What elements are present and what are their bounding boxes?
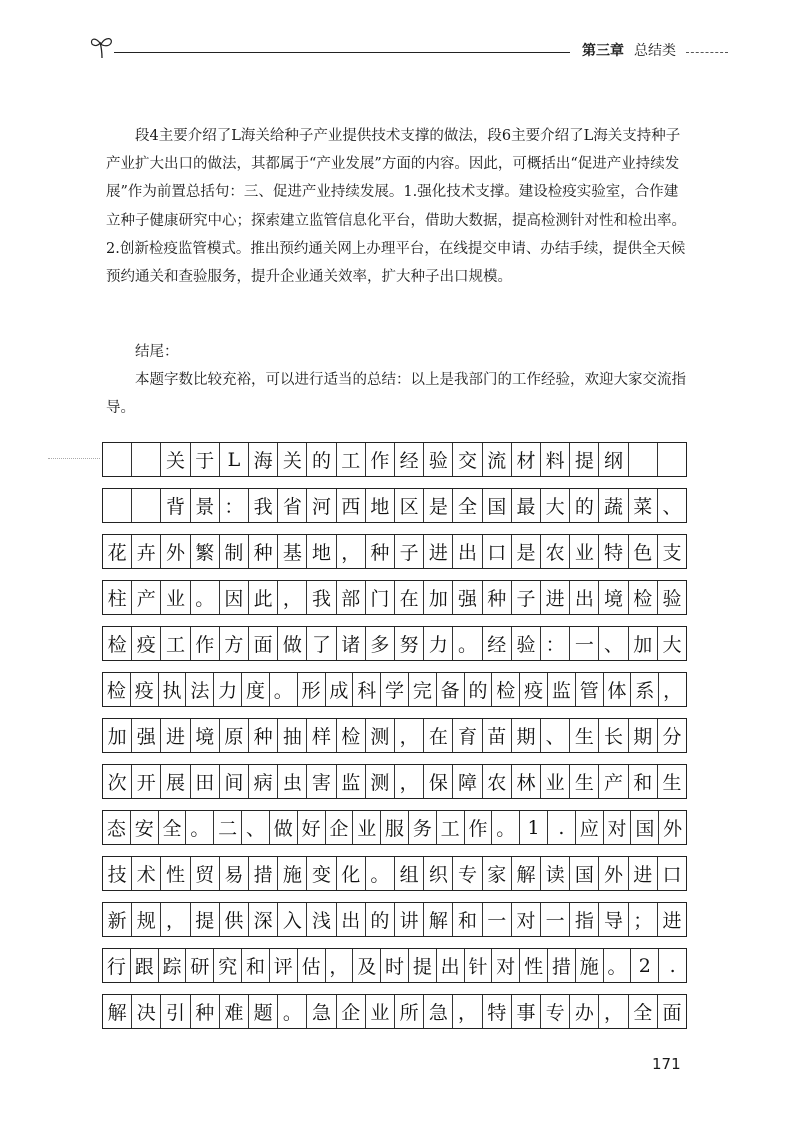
grid-cell: 针 xyxy=(465,949,493,982)
grid-cell: 度 xyxy=(242,673,270,706)
grid-cell: 提 xyxy=(570,443,599,476)
grid-cell: 系 xyxy=(631,673,659,706)
grid-cell: ， xyxy=(337,535,366,568)
grid-cell: 二 xyxy=(214,811,242,844)
grid-cell: 苗 xyxy=(483,719,512,752)
grid-cell: 西 xyxy=(337,489,366,522)
grid-cell: 供 xyxy=(220,903,249,936)
grid-cell: 安 xyxy=(131,811,159,844)
grid-row xyxy=(102,764,687,799)
grid-cell: 。 xyxy=(366,857,395,890)
grid-cell: 蔬 xyxy=(599,489,628,522)
grid-cell: 贸 xyxy=(191,857,220,890)
grid-cell: 样 xyxy=(307,719,336,752)
grid-cell: 指 xyxy=(570,903,599,936)
page-number: 171 xyxy=(652,1055,681,1073)
grid-cell: 性 xyxy=(161,857,190,890)
grid-cell: 、 xyxy=(242,811,270,844)
grid-cell: 农 xyxy=(483,765,512,798)
grid-cell: 门 xyxy=(366,581,395,614)
grid-cell: 全 xyxy=(629,995,658,1028)
grid-cell: 化 xyxy=(337,857,366,890)
grid-cell: 期 xyxy=(512,719,541,752)
grid-cell: . xyxy=(548,811,576,844)
grid-cell: 疫 xyxy=(520,673,548,706)
grid-cell: 一 xyxy=(541,903,570,936)
grid-cell: ， xyxy=(453,995,482,1028)
grid-cell: 检 xyxy=(103,673,131,706)
grid-cell: 外 xyxy=(599,857,628,890)
grid-cell: 此 xyxy=(249,581,278,614)
grid-cell xyxy=(629,443,658,476)
grid-cell: 进 xyxy=(629,857,658,890)
grid-cell: 繁 xyxy=(191,535,220,568)
grid-cell: 虫 xyxy=(278,765,307,798)
grid-cell: 措 xyxy=(548,949,576,982)
grid-cell: 企 xyxy=(326,811,354,844)
grid-cell: 子 xyxy=(395,535,424,568)
grid-cell: 。 xyxy=(186,811,214,844)
grid-cell: 大 xyxy=(541,489,570,522)
grid-cell: 支 xyxy=(662,542,682,564)
grid-cell: 产 xyxy=(599,765,628,798)
grid-cell: ， xyxy=(395,765,424,798)
grid-cell: 在 xyxy=(424,719,453,752)
grid-cell: 加 xyxy=(103,719,132,752)
grid-cell: 管 xyxy=(576,673,604,706)
grid-cell: 于 xyxy=(191,443,220,476)
sprout-icon xyxy=(88,32,118,62)
grid-cell xyxy=(132,443,161,476)
grid-cell: 疫 xyxy=(131,673,159,706)
grid-cell: 了 xyxy=(307,627,336,660)
grid-cell: 长 xyxy=(599,719,628,752)
grid-cell: 测 xyxy=(366,719,395,752)
grid-cell: 施 xyxy=(278,857,307,890)
grid-cell: 田 xyxy=(191,765,220,798)
category-label: 总结类 xyxy=(634,43,676,59)
grid-cell: 在 xyxy=(395,581,424,614)
grid-cell: 1 xyxy=(520,811,548,844)
grid-cell: 估 xyxy=(298,949,326,982)
grid-cell: 态 xyxy=(103,811,131,844)
grid-cell: 次 xyxy=(103,765,132,798)
grid-cell: 成 xyxy=(326,673,354,706)
grid-cell: 子 xyxy=(512,581,541,614)
grid-cell: 和 xyxy=(242,949,270,982)
grid-cell: 和 xyxy=(629,765,658,798)
grid-cell: 施 xyxy=(576,949,604,982)
grid-cell: 害 xyxy=(307,765,336,798)
grid-cell: ： xyxy=(541,627,570,660)
grid-cell: 面 xyxy=(662,1002,682,1024)
grid-cell: 业 xyxy=(570,535,599,568)
grid-cell: 期 xyxy=(629,719,658,752)
grid-cell: 提 xyxy=(191,903,220,936)
grid-cell: 省 xyxy=(278,489,307,522)
grid-cell: 入 xyxy=(278,903,307,936)
grid-cell: 服 xyxy=(381,811,409,844)
grid-cell: 解 xyxy=(512,857,541,890)
running-header xyxy=(88,32,728,62)
grid-row xyxy=(102,948,687,983)
grid-cell: 行 xyxy=(103,949,131,982)
grid-cell: 所 xyxy=(395,995,424,1028)
grid-cell: 景 xyxy=(191,489,220,522)
grid-cell: 力 xyxy=(424,627,453,660)
grid-cell: 好 xyxy=(298,811,326,844)
grid-row xyxy=(102,626,687,661)
grid-cell: 我 xyxy=(249,489,278,522)
grid-cell: 生 xyxy=(570,765,599,798)
grid-cell xyxy=(132,489,161,522)
grid-cell: 作 xyxy=(465,811,493,844)
grid-cell: 做 xyxy=(278,627,307,660)
answer-grid xyxy=(102,442,687,1040)
grid-cell: . xyxy=(669,954,676,977)
grid-cell: 家 xyxy=(483,857,512,890)
grid-cell: 。 xyxy=(191,581,220,614)
grid-cell: 检 xyxy=(337,719,366,752)
grid-cell: 、 xyxy=(541,719,570,752)
grid-cell: 基 xyxy=(278,535,307,568)
grid-cell: 事 xyxy=(512,995,541,1028)
grid-cell: 大 xyxy=(662,634,682,656)
grid-cell: 完 xyxy=(409,673,437,706)
grid-cell: 形 xyxy=(298,673,326,706)
grid-cell: 业 xyxy=(366,995,395,1028)
margin-dotted-line xyxy=(48,458,100,459)
grid-cell: 组 xyxy=(395,857,424,890)
grid-cell: 产 xyxy=(132,581,161,614)
grid-cell: 和 xyxy=(453,903,482,936)
grid-cell: 面 xyxy=(249,627,278,660)
grid-cell: 力 xyxy=(214,673,242,706)
grid-cell: 诸 xyxy=(337,627,366,660)
grid-cell: 的 xyxy=(570,489,599,522)
grid-cell: 性 xyxy=(520,949,548,982)
grid-cell: 务 xyxy=(409,811,437,844)
grid-cell: 地 xyxy=(307,535,336,568)
grid-cell: 原 xyxy=(220,719,249,752)
grid-cell: 境 xyxy=(599,581,628,614)
grid-row xyxy=(102,994,687,1029)
grid-cell: 河 xyxy=(307,489,336,522)
grid-cell xyxy=(658,443,686,476)
grid-cell: 国 xyxy=(483,489,512,522)
grid-cell: 抽 xyxy=(278,719,307,752)
grid-cell: 出 xyxy=(453,535,482,568)
grid-cell: 菜 xyxy=(629,489,658,522)
grid-cell: 花 xyxy=(103,535,132,568)
grid-cell: 交 xyxy=(453,443,482,476)
grid-cell: 是 xyxy=(424,489,453,522)
grid-cell: ： xyxy=(220,489,249,522)
grid-cell: 障 xyxy=(453,765,482,798)
grid-cell: 究 xyxy=(214,949,242,982)
grid-cell: 专 xyxy=(541,995,570,1028)
grid-cell: 的 xyxy=(366,903,395,936)
grid-cell: 检 xyxy=(492,673,520,706)
grid-cell: ， xyxy=(326,949,354,982)
grid-cell: 应 xyxy=(576,811,604,844)
grid-row xyxy=(102,672,687,707)
grid-cell: 深 xyxy=(249,903,278,936)
grid-cell: ， xyxy=(161,903,190,936)
grid-cell: 因 xyxy=(220,581,249,614)
grid-cell: 经 xyxy=(395,443,424,476)
grid-cell: 间 xyxy=(220,765,249,798)
grid-cell: 验 xyxy=(424,443,453,476)
ending-heading: 结尾： xyxy=(135,344,179,360)
grid-cell: 林 xyxy=(512,765,541,798)
grid-cell: 我 xyxy=(307,581,336,614)
grid-cell: 育 xyxy=(453,719,482,752)
grid-cell xyxy=(103,443,132,476)
grid-cell: 进 xyxy=(161,719,190,752)
grid-cell: 变 xyxy=(307,857,336,890)
grid-row xyxy=(102,718,687,753)
grid-cell: 强 xyxy=(132,719,161,752)
grid-cell: 解 xyxy=(103,995,132,1028)
grid-cell: 国 xyxy=(631,811,659,844)
grid-cell: 法 xyxy=(186,673,214,706)
grid-cell: 监 xyxy=(337,765,366,798)
grid-cell: 及 xyxy=(353,949,381,982)
grid-cell: 。 xyxy=(604,949,632,982)
grid-cell: 是 xyxy=(512,535,541,568)
grid-cell: 卉 xyxy=(132,535,161,568)
grid-cell: 外 xyxy=(663,818,683,840)
grid-cell: 分 xyxy=(662,726,682,748)
grid-cell: 业 xyxy=(541,765,570,798)
ending-paragraph: 本题字数比较充裕，可以进行适当的总结：以上是我部门的工作经验，欢迎大家交流指导。 xyxy=(106,372,686,417)
grid-cell: 讲 xyxy=(395,903,424,936)
header-rule xyxy=(114,52,570,53)
grid-cell: 口 xyxy=(662,864,682,886)
grid-cell: 急 xyxy=(424,995,453,1028)
grid-cell: ， xyxy=(599,995,628,1028)
grid-cell: 种 xyxy=(483,581,512,614)
grid-cell: 执 xyxy=(159,673,187,706)
grid-cell: 料 xyxy=(541,443,570,476)
grid-cell: 验 xyxy=(662,588,682,610)
grid-cell: 背 xyxy=(161,489,190,522)
grid-cell: 全 xyxy=(159,811,187,844)
grid-cell: 生 xyxy=(662,772,682,794)
grid-cell: 病 xyxy=(249,765,278,798)
grid-cell: 口 xyxy=(483,535,512,568)
grid-cell: 监 xyxy=(548,673,576,706)
grid-cell xyxy=(103,489,132,522)
grid-row xyxy=(102,810,687,845)
grid-cell: 种 xyxy=(366,535,395,568)
grid-cell: 经 xyxy=(483,627,512,660)
grid-cell: 易 xyxy=(220,857,249,890)
grid-cell: 一 xyxy=(570,627,599,660)
grid-row xyxy=(102,488,687,523)
grid-cell: 学 xyxy=(381,673,409,706)
grid-cell: 提 xyxy=(409,949,437,982)
grid-cell: 踪 xyxy=(159,949,187,982)
grid-cell: 种 xyxy=(249,719,278,752)
grid-cell: 纲 xyxy=(599,443,628,476)
grid-cell: 新 xyxy=(103,903,132,936)
grid-cell: 织 xyxy=(424,857,453,890)
grid-cell: 农 xyxy=(541,535,570,568)
analysis-paragraph: 段4主要介绍了L海关给种子产业提供技术支撑的做法，段6主要介绍了L海关支持种子产业扩大出口的做法，其都属于“产业发展”方面的内容。因此，可概括出“促进产业持续发展”作为前置总括句：三、促进产业持续发展。1.强化技术支撑。建设检疫实验室，合作建立种子健康研究中心；探索建立监管信息化平台，借助大数据，提高检测针对性和检出率。2.创新检疫监管模式。推出预约通关网上办理平台，在线提交申请、办结手续，提供全天候预约通关和查验服务，提升企业通关效率，扩大种子出口规模。 xyxy=(106,128,686,286)
grid-cell: ， xyxy=(395,719,424,752)
grid-cell: 海 xyxy=(249,443,278,476)
grid-cell: 术 xyxy=(132,857,161,890)
grid-cell: 出 xyxy=(437,949,465,982)
grid-cell: 方 xyxy=(220,627,249,660)
grid-cell: 体 xyxy=(604,673,632,706)
grid-cell: 规 xyxy=(132,903,161,936)
grid-cell: 加 xyxy=(629,627,658,660)
grid-cell: 生 xyxy=(570,719,599,752)
grid-cell: 地 xyxy=(366,489,395,522)
grid-cell: ， xyxy=(278,581,307,614)
grid-cell: 国 xyxy=(570,857,599,890)
grid-cell: ； xyxy=(629,903,658,936)
grid-cell: 进 xyxy=(541,581,570,614)
grid-cell: 最 xyxy=(512,489,541,522)
grid-row xyxy=(102,442,687,477)
grid-cell: 出 xyxy=(570,581,599,614)
grid-cell: 特 xyxy=(599,535,628,568)
grid-cell: 开 xyxy=(132,765,161,798)
grid-cell: 、 xyxy=(662,496,682,518)
grid-cell: 。 xyxy=(278,995,307,1028)
grid-cell: 加 xyxy=(424,581,453,614)
grid-cell: 难 xyxy=(220,995,249,1028)
grid-cell: 的 xyxy=(307,443,336,476)
grid-cell: 疫 xyxy=(132,627,161,660)
grid-cell: 。 xyxy=(453,627,482,660)
grid-cell: 材 xyxy=(512,443,541,476)
grid-cell: L xyxy=(220,443,249,476)
grid-cell: 检 xyxy=(629,581,658,614)
grid-cell: 展 xyxy=(161,765,190,798)
header-dash-rule xyxy=(686,52,728,53)
grid-cell: 措 xyxy=(249,857,278,890)
grid-cell: 评 xyxy=(270,949,298,982)
grid-cell: 对 xyxy=(492,949,520,982)
chapter-label: 第三章 xyxy=(582,43,624,59)
grid-cell: 2 xyxy=(631,949,659,982)
grid-cell: 强 xyxy=(453,581,482,614)
grid-row xyxy=(102,580,687,615)
grid-cell: 部 xyxy=(337,581,366,614)
grid-cell: 决 xyxy=(132,995,161,1028)
grid-cell: 的 xyxy=(465,673,493,706)
grid-cell: 全 xyxy=(453,489,482,522)
grid-cell: 引 xyxy=(161,995,190,1028)
grid-cell: 作 xyxy=(366,443,395,476)
grid-cell: 业 xyxy=(353,811,381,844)
grid-cell: 研 xyxy=(186,949,214,982)
grid-cell: 外 xyxy=(161,535,190,568)
grid-cell: 对 xyxy=(512,903,541,936)
grid-cell: 境 xyxy=(191,719,220,752)
grid-cell: 科 xyxy=(353,673,381,706)
grid-cell: 进 xyxy=(424,535,453,568)
grid-cell: 工 xyxy=(337,443,366,476)
grid-cell: 跟 xyxy=(131,949,159,982)
grid-cell: 工 xyxy=(161,627,190,660)
grid-cell: 专 xyxy=(453,857,482,890)
grid-cell: 时 xyxy=(381,949,409,982)
grid-row xyxy=(102,856,687,891)
grid-cell: 区 xyxy=(395,489,424,522)
grid-cell: 做 xyxy=(270,811,298,844)
grid-cell: 读 xyxy=(541,857,570,890)
grid-cell: 制 xyxy=(220,535,249,568)
grid-cell: 种 xyxy=(249,535,278,568)
grid-cell: 进 xyxy=(662,910,682,932)
grid-row xyxy=(102,902,687,937)
grid-cell: 流 xyxy=(483,443,512,476)
grid-cell: 色 xyxy=(629,535,658,568)
grid-cell: 、 xyxy=(599,627,628,660)
grid-cell: 保 xyxy=(424,765,453,798)
grid-row xyxy=(102,534,687,569)
grid-cell: 工 xyxy=(437,811,465,844)
grid-cell: 一 xyxy=(483,903,512,936)
grid-cell: 出 xyxy=(337,903,366,936)
grid-cell: 特 xyxy=(483,995,512,1028)
grid-cell: 。 xyxy=(270,673,298,706)
grid-cell: 办 xyxy=(570,995,599,1028)
grid-cell: 对 xyxy=(604,811,632,844)
grid-cell: 测 xyxy=(366,765,395,798)
grid-cell: 业 xyxy=(161,581,190,614)
grid-cell: 浅 xyxy=(307,903,336,936)
grid-cell: 急 xyxy=(307,995,336,1028)
grid-cell: 关 xyxy=(278,443,307,476)
grid-cell: 柱 xyxy=(103,581,132,614)
grid-cell: 努 xyxy=(395,627,424,660)
grid-cell: 企 xyxy=(337,995,366,1028)
grid-cell: 种 xyxy=(191,995,220,1028)
grid-cell: 。 xyxy=(492,811,520,844)
grid-cell: 关 xyxy=(161,443,190,476)
grid-cell: 题 xyxy=(249,995,278,1028)
grid-cell: 验 xyxy=(512,627,541,660)
grid-cell: 备 xyxy=(437,673,465,706)
grid-cell: 作 xyxy=(191,627,220,660)
grid-cell: 检 xyxy=(103,627,132,660)
grid-cell: 多 xyxy=(366,627,395,660)
grid-cell: 解 xyxy=(424,903,453,936)
grid-cell: ， xyxy=(663,680,683,702)
grid-cell: 技 xyxy=(103,857,132,890)
grid-cell: 导 xyxy=(599,903,628,936)
